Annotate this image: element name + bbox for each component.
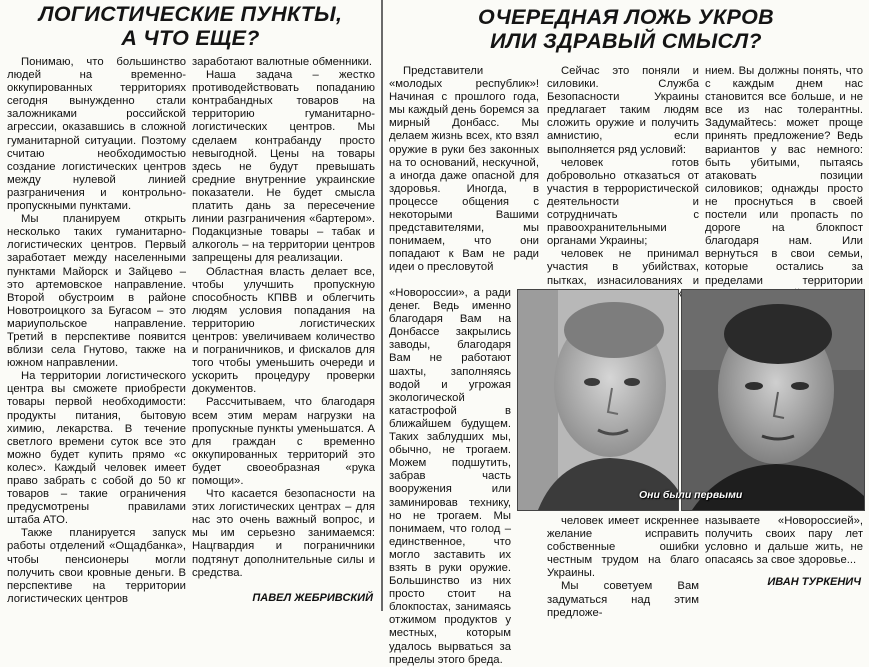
article1-headline: ЛОГИСТИЧЕСКИЕ ПУНКТЫ, А ЧТО ЕЩЕ? <box>38 2 343 50</box>
article1-column-2: заработают валютные обменники. Наша задача – жестко противодействовать попаданию контрабандных товаров на территорию гуманитарно-логистических центров. Мы сделаем контрабанду просто невыгодной. Цены на товары здесь не будут превышать средние внутренние украинские показатели. Не будет смысла платить дань за пересечение линии разграничения «бартером». Подакцизные товары – табак и алкоголь – на территории центров запрещены для реализации. Областная власть делает все, чтобы улучшить пропускную способность КПВВ и облегчить людям условия попадания на территорию логистических центров: увеличиваем количество и пограничников, и фискалов для того чтобы уменьшить очереди и ускорить процедуру проверки документов. Рассчитываем, что благодаря всем этим мерам нагрузки на пропускные пункты уменьшатся. А для граждан с временно оккупированных территорий это будет своеобразная «рука помощи». Что касается безопасности на этих логистических центрах – для нас это очень важный вопрос, и мы им серьезно занимаемся: Нацгвардия и пограничники подтянут дополнительные силы и средства. <box>192 56 375 579</box>
article2-column-1-lower: «Новороссии», а ради денег. Ведь именно благодаря Вам на Донбассе закрылись заводы, благодаря Вам не работают шахты, заполняясь водой и угрожая экологической катастрофой в ближайшем будущем. Таких заблудших мы, обычно, не трогаем. Можем подшутить, забрав часть вооружения или заминировав технику, но не трогаем. Мы понимаем, что голод – единственное, что могло заставить их взять в руки оружие. Большинство из них просто стоит на блокпостах, занимаясь отжимом продуктов у местных, которым удалось вырваться за пределы этого бреда. <box>389 287 511 666</box>
article1-byline: ПАВЕЛ ЖЕБРИВСКИЙ <box>252 592 373 604</box>
photo-caption: Они были первыми <box>639 489 743 501</box>
article2-column-1-upper: Представители «молодых республик»! Начиная с прошлого года, мы каждый день боремся за мирный Донбасс. Мы делаем жизнь всех, кто взял оружие в руки без законных на то оснований, нескучной, а иногда даже опасной для здоровья. Иногда, в процессе общения с некоторыми Вашими представителями, мы понимаем, что они попадают к Вам не ради идеи о пресловутой <box>389 65 539 274</box>
article-ukrainian-lie <box>383 0 869 666</box>
article2-headline: ОЧЕРЕДНАЯ ЛОЖЬ УКРОВ ИЛИ ЗДРАВЫЙ СМЫСЛ? <box>478 5 774 53</box>
article1-column-1: Понимаю, что большинство людей на временно-оккупированных территориях сегодня вынужденно стали заложниками российской агрессии, оказавшись в сложной гуманитарной ситуации. Поэтому считаю необходимостью создание логистических центров между нулевой линией разграничения и контрольно-пропускными пунктами. Мы планируем открыть несколько таких гуманитарно-логистических центров. Первый заработает между населенными пунктами Майорск и Зайцево – это артемовское направление. Второй обустроим в районе Новотроицкого за Бугасом – это мариупольское направление. Третий в перспективе появится вблизи села Гнутово, также на южном направлении. На территории логистического центра вы сможете приобрести товары первой необходимости: продукты питания, бытовую химию, лекарства. В течение светлого времени суток все это можно будет купить прямо «с колес». Каждый человек имеет право забрать с собой до 50 кг товаров – такие ограничения предусмотрены правилами штаба АТО. Также планируется запуск работы отделений «Ощадбанка», чтобы пенсионеры могли получить свои кровные деньги. В перспективе на территории логистических центров <box>7 56 186 605</box>
photo-man-left-image <box>518 290 678 510</box>
article2-column-2-upper: Сейчас это поняли и силовики. Служба Безопасности Украины предлагает таким людям сложить оружие и получить амнистию, если выполняется ряд условий: человек готов добровольно отказаться от участия в террористической деятельности и сотрудничать с правоохранительными органами Украины; человек не принимал участия в убийствах, пытках, изнасилованиях и тяжких <box>547 65 699 300</box>
article2-byline: ИВАН ТУРКЕНИЧ <box>767 576 861 588</box>
article2-column-3-lower: называете «Новороссией», получить своих пару лет условно и дальше жить, не опасаясь за свое здоровье... <box>705 515 863 567</box>
article-logistic-points <box>0 0 381 611</box>
photo-man-left <box>517 289 679 511</box>
photo-man-right <box>681 289 865 511</box>
article2-column-3-upper: нием. Вы должны понять, что с каждым днем нас становится все больше, и не все из нас толерантны. Задумайтесь: может проще принять предложение? Ведь вариантов у вас немного: быть убитыми, пытаясь атаковать позиции силовиков; однажды просто не проснуться в своей постели или пропасть по дороге на блокпост благодаря нам. Или вернуться в свои семьи, которые остались за пределами территории <box>705 65 863 287</box>
photo-man-right-image <box>682 290 864 510</box>
article2-column-2-lower: человек имеет искреннее желание исправить собственные ошибки честным трудом на благо Украины. Мы советуем Вам задуматься над этим предложе- <box>547 515 699 619</box>
